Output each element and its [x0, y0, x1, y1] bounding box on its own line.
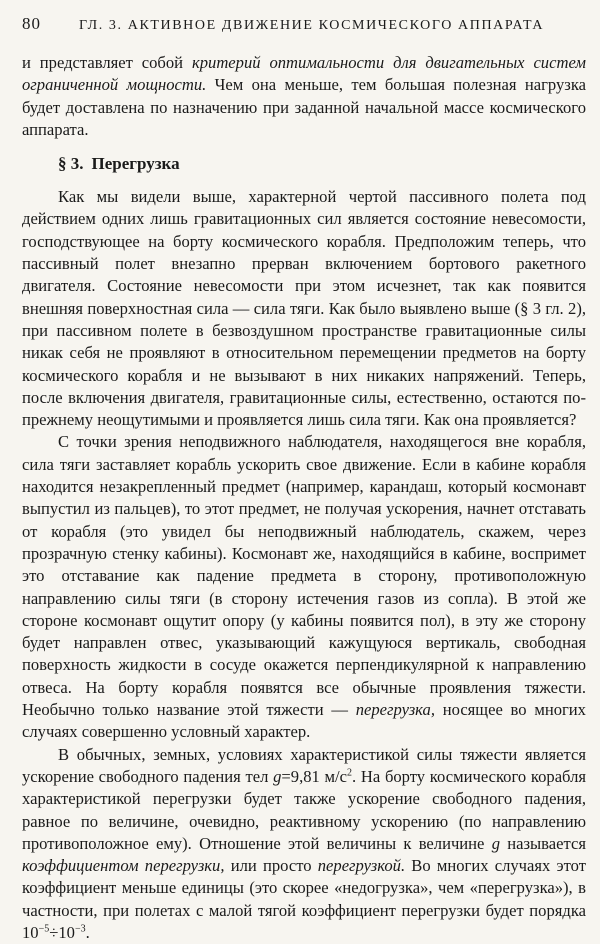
text-run: и представляет собой [22, 53, 192, 72]
text-run: . [85, 922, 90, 942]
section-title: Перегрузка [91, 154, 180, 174]
text-run: носящее во многих случаях совершенно условный характер. [22, 700, 586, 742]
emphasis: перегрузкой. [317, 856, 406, 876]
section-heading [58, 153, 586, 175]
text-run: В обычных, земных, условиях характеристикой силы тяжести является ускорение свободного падения тел [22, 744, 586, 786]
text-run: называется [499, 833, 586, 853]
superscript: −3 [74, 923, 86, 935]
superscript: 2 [347, 767, 353, 779]
running-head [22, 14, 584, 34]
emphasis: критерий оптимальности для двигательных систем ограниченной мощности. [22, 53, 586, 95]
text-run: =9,81 м/с [281, 766, 348, 786]
superscript: −5 [38, 923, 50, 935]
paragraph-1 [22, 186, 586, 431]
section-mark: § 3. [58, 154, 84, 174]
text-run: или просто [224, 856, 318, 876]
paragraph-2 [22, 431, 586, 743]
emphasis: коэффициентом перегрузки, [22, 856, 225, 876]
variable-g: g [273, 766, 282, 786]
text-run: С точки зрения неподвижного наблюдателя, находящегося вне корабля, сила тяги заставляет корабль ускорить свое движение. Если в кабине корабля находится незакрепленный предмет (например, карандаш, который космонавт выпустил из пальцев), то этот предмет, не получая ускорения, начнет отставать от корабля (это увидел бы неподвижный наблюдатель, скажем, через прозрачную стенку кабины). Космонавт же, находящийся в кабине, воспримет это отставание как падение предмета в сторону, противоположную направлению силы тяги (в сторону истечения газов из сопла). В этой же стороне космонавт ощутит опору (у кабины появится пол), в эту же сторону будет направлен отвес, указывающий кажущуюся вертикаль, свободная поверхность жидкости в сосуде окажется перпендикулярной к направлению отвеса. На борту корабля появятся все обычные проявления тяжести. Необычно только название этой тяжести — [22, 432, 586, 720]
chapter-title: ГЛ. 3. АКТИВНОЕ ДВИЖЕНИЕ КОСМИЧЕСКОГО АППАРАТА [79, 18, 545, 33]
variable-g: g [491, 833, 500, 853]
emphasis: перегрузка, [355, 700, 435, 720]
paragraph-3 [22, 744, 586, 944]
text-run: Как мы видели выше, характерной чертой пассивного полета под действием одних лишь гравитационных сил является состояние невесомости, господствующее на борту космического корабля. Предположим теперь, что пассивный полет внезапно прерван включением бортового ракетного двигателя. Состояние невесомости при этом исчезнет, так как появится внешняя поверхностная сила — сила тяги. Как было выявлено выше (§ 3 гл. 2), при пассивном полете в безвоздушном пространстве гравитационные силы никак себя не проявляют в относительном перемещении предметов на борту космического корабля и не вызывают в них никаких напряжений. Теперь, после включения двигателя, гравитационные силы, естественно, остаются по-прежнему неощутимыми и проявляется лишь сила тяги. Как она проявляется? [22, 187, 586, 430]
text-run: ÷10 [49, 922, 75, 942]
page-number: 80 [22, 14, 41, 33]
text-run: Чем она меньше, тем большая полезная нагрузка будет доставлена по назначению при заданной начальной массе космического аппарата. [22, 75, 586, 139]
text-run: Во многих случаях этот коэффициент меньше единицы (это скорее «недогрузка», чем «перегрузка»), в частности, при полетах с малой тягой коэффициент перегрузки будет порядка 10 [22, 856, 586, 942]
text-run: . На борту космического корабля характеристикой перегрузки будет также ускорение свободного падения, равное по величине, очевидно, реактивному ускорению (по направлению противоположное ему). Отношение этой величины к величине [22, 766, 587, 853]
paragraph-intro [22, 52, 586, 141]
body-text [22, 52, 586, 944]
